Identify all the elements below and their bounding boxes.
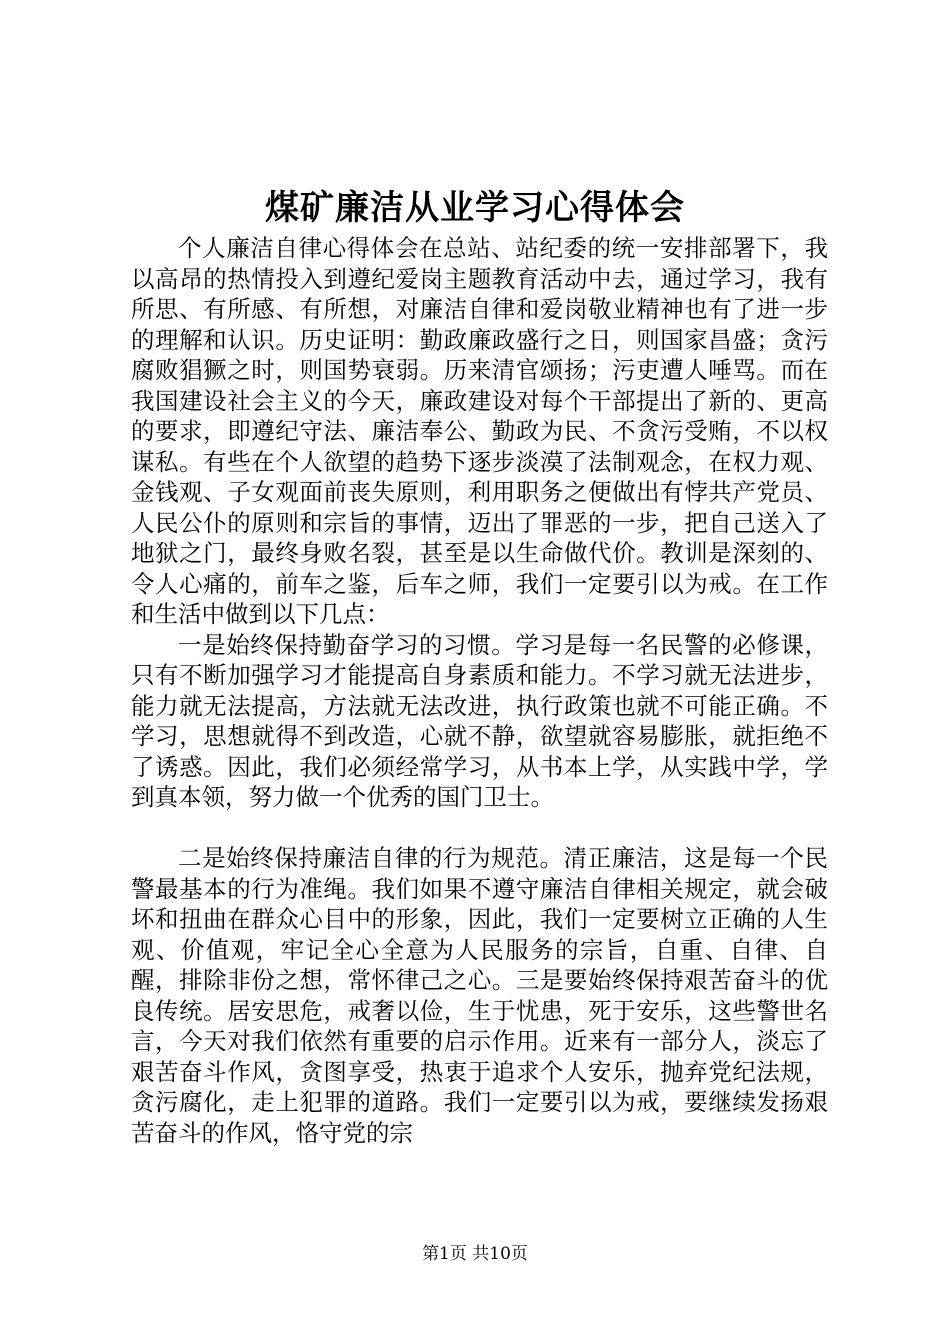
paragraph-point-two: 二是始终保持廉洁自律的行为规范。清正廉洁，这是每一个民警最基本的行为准绳。我们如果不遵守廉洁自律相关规定，就会破坏和扭曲在群众心目中的形象，因此，我们一定要树立正确的人生观、价值观，牢记全心全意为人民服务的宗旨，自重、自律、自醒，排除非份之想，常怀律己之心。三是要始终保持艰苦奋斗的优良传统。居安思危，戒奢以俭，生于忧患，死于安乐，这些警世名言，今天对我们依然有重要的启示作用。近来有一部分人，淡忘了艰苦奋斗作风，贪图享受，热衷于追求个人安乐，抛弃党纪法规，贪污腐化，走上犯罪的道路。我们一定要引以为戒，要继续发扬艰苦奋斗的作风，恪守党的宗	[131, 844, 828, 1147]
document-title: 煤矿廉洁从业学习心得体会	[265, 188, 685, 228]
paragraph-spacer	[131, 813, 828, 844]
paragraph-intro: 个人廉洁自律心得体会在总站、站纪委的统一安排部署下，我以高昂的热情投入到遵纪爱岗主题教育活动中去，通过学习，我有所思、有所感、有所想，对廉洁自律和爱岗敬业精神也有了进一步的理解和认识。历史证明：勤政廉政盛行之日，则国家昌盛；贪污腐败猖獗之时，则国势衰弱。历来清官颂扬；污吏遭人唾骂。而在我国建设社会主义的今天，廉政建设对每个干部提出了新的、更高的要求，即遵纪守法、廉洁奉公、勤政为民、不贪污受贿，不以权谋私。有些在个人欲望的趋势下逐步淡漠了法制观念，在权力观、金钱观、子女观面前丧失原则，利用职务之便做出有悖共产党员、人民公仆的原则和宗旨的事情，迈出了罪恶的一步，把自己送入了地狱之门，最终身败名裂，甚至是以生命做代价。教训是深刻的、令人心痛的，前车之鉴，后车之师，我们一定要引以为戒。在工作和生活中做到以下几点：	[131, 234, 828, 628]
page-number-footer: 第1页 共10页	[422, 1244, 528, 1264]
document-body	[131, 233, 828, 1148]
paragraph-point-one: 一是始终保持勤奋学习的习惯。学习是每一名民警的必修课，只有不断加强学习才能提高自身素质和能力。不学习就无法进步，能力就无法提高，方法就无法改进，执行政策也就不可能正确。不学习，思想就得不到改造，心就不静，欲望就容易膨胀，就拒绝不了诱惑。因此，我们必须经常学习，从书本上学，从实践中学，学到真本领，努力做一个优秀的国门卫士。	[131, 630, 828, 811]
